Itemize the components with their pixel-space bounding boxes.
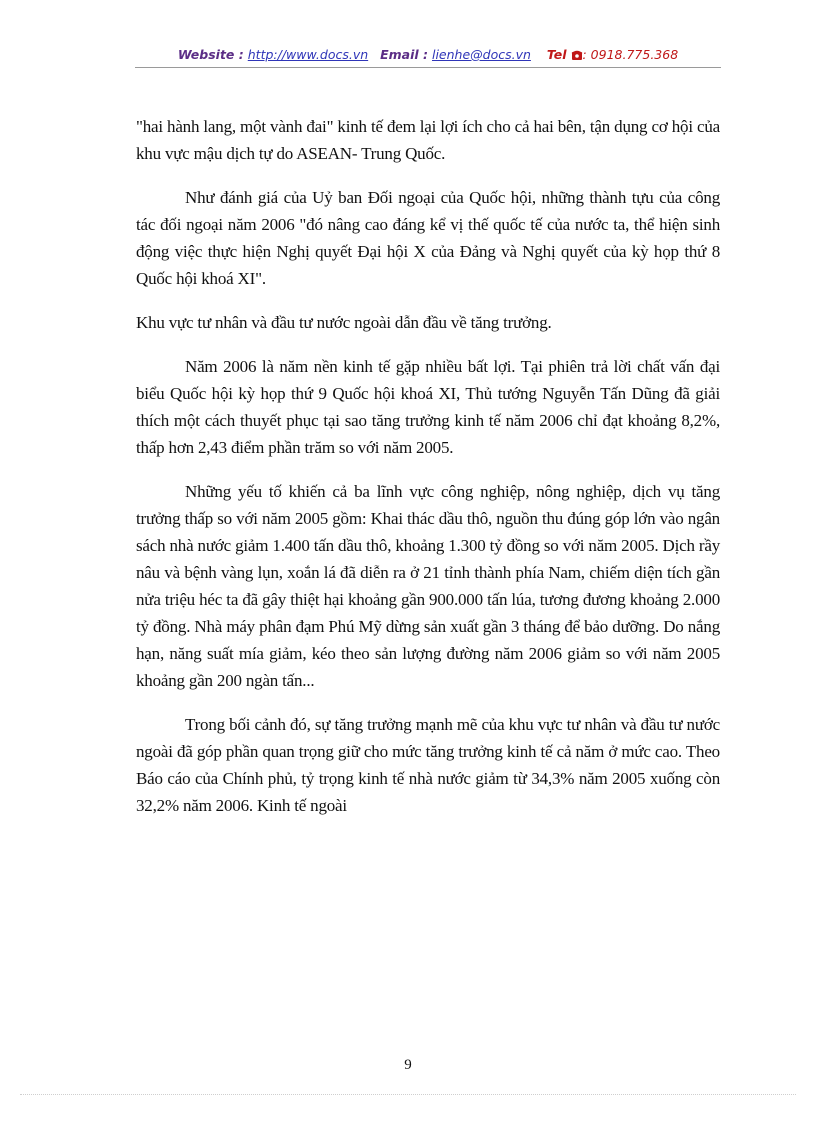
website-label: Website : — [177, 47, 244, 62]
paragraph-1: "hai hành lang, một vành đai" kinh tế đem lại lợi ích cho cả hai bên, tận dụng cơ hội của khu vực mậu dịch tự do ASEAN- Trung Quốc. — [136, 117, 720, 163]
page-number: 9 — [404, 1057, 412, 1073]
paragraph-3: Năm 2006 là năm nền kinh tế gặp nhiều bất lợi. Tại phiên trả lời chất vấn đại biểu Quốc hội kỳ họp thứ 9 Quốc hội khoá XI, Thủ tướng Nguyễn Tấn Dũng đã giải thích một cách thuyết phục tại sao tăng trưởng kinh tế năm 2006 chỉ đạt khoảng 8,2%, thấp hơn 2,43 điểm phần trăm so với năm 2005. — [136, 357, 720, 457]
section-heading: Khu vực tư nhân và đầu tư nước ngoài dẫn đầu về tăng trưởng. — [136, 313, 552, 332]
paragraph-2: Như đánh giá của Uỷ ban Đối ngoại của Quốc hội, những thành tựu của công tác đối ngoại năm 2006 "đó nâng cao đáng kể vị thế quốc tế của nước ta, thể hiện sinh động việc thực hiện Nghị quyết Đại hội X của Đảng và Nghị quyết của kỳ họp thứ 8 Quốc hội khoá XI". — [136, 188, 720, 288]
page-header — [135, 47, 721, 67]
email-label: Email : — [380, 47, 428, 62]
header-divider — [135, 67, 721, 68]
footer-divider — [20, 1094, 796, 1095]
email-link[interactable]: lienhe@docs.vn — [431, 47, 531, 62]
phone-number: : 0918.775.368 — [582, 47, 679, 62]
paragraph-4: Những yếu tố khiến cả ba lĩnh vực công nghiệp, nông nghiệp, dịch vụ tăng trưởng thấp so với năm 2005 gồm: Khai thác dầu thô, nguồn thu đúng góp lớn vào ngân sách nhà nước giảm 1.400 tấn dầu thô, khoảng 1.300 tỷ đồng so với năm 2005. Dịch rầy nâu và bệnh vàng lụn, xoắn lá đã diễn ra ở 21 tỉnh thành phía Nam, chiếm diện tích gần nửa triệu héc ta đã gây thiệt hại khoảng gần 900.000 tấn lúa, tương đương khoảng 2.000 tỷ đồng. Nhà máy phân đạm Phú Mỹ dừng sản xuất gần 3 tháng để bảo dưỡng. Do nắng hạn, năng suất mía giảm, kéo theo sản lượng đường năm 2006 giảm so với năm 2005 khoảng gần 200 ngàn tấn... — [136, 482, 720, 690]
document-body — [136, 113, 720, 819]
paragraph-5: Trong bối cảnh đó, sự tăng trưởng mạnh mẽ của khu vực tư nhân và đầu tư nước ngoài đã góp phần quan trọng giữ cho mức tăng trưởng kinh tế cả năm ở mức cao. Theo Báo cáo của Chính phủ, tỷ trọng kinh tế nhà nước giảm từ 34,3% năm 2005 xuống còn 32,2% năm 2006. Kinh tế ngoài — [136, 715, 720, 815]
phone-icon — [571, 49, 583, 64]
website-link[interactable]: http://www.docs.vn — [247, 47, 369, 62]
tel-label: Tel — [546, 47, 567, 62]
